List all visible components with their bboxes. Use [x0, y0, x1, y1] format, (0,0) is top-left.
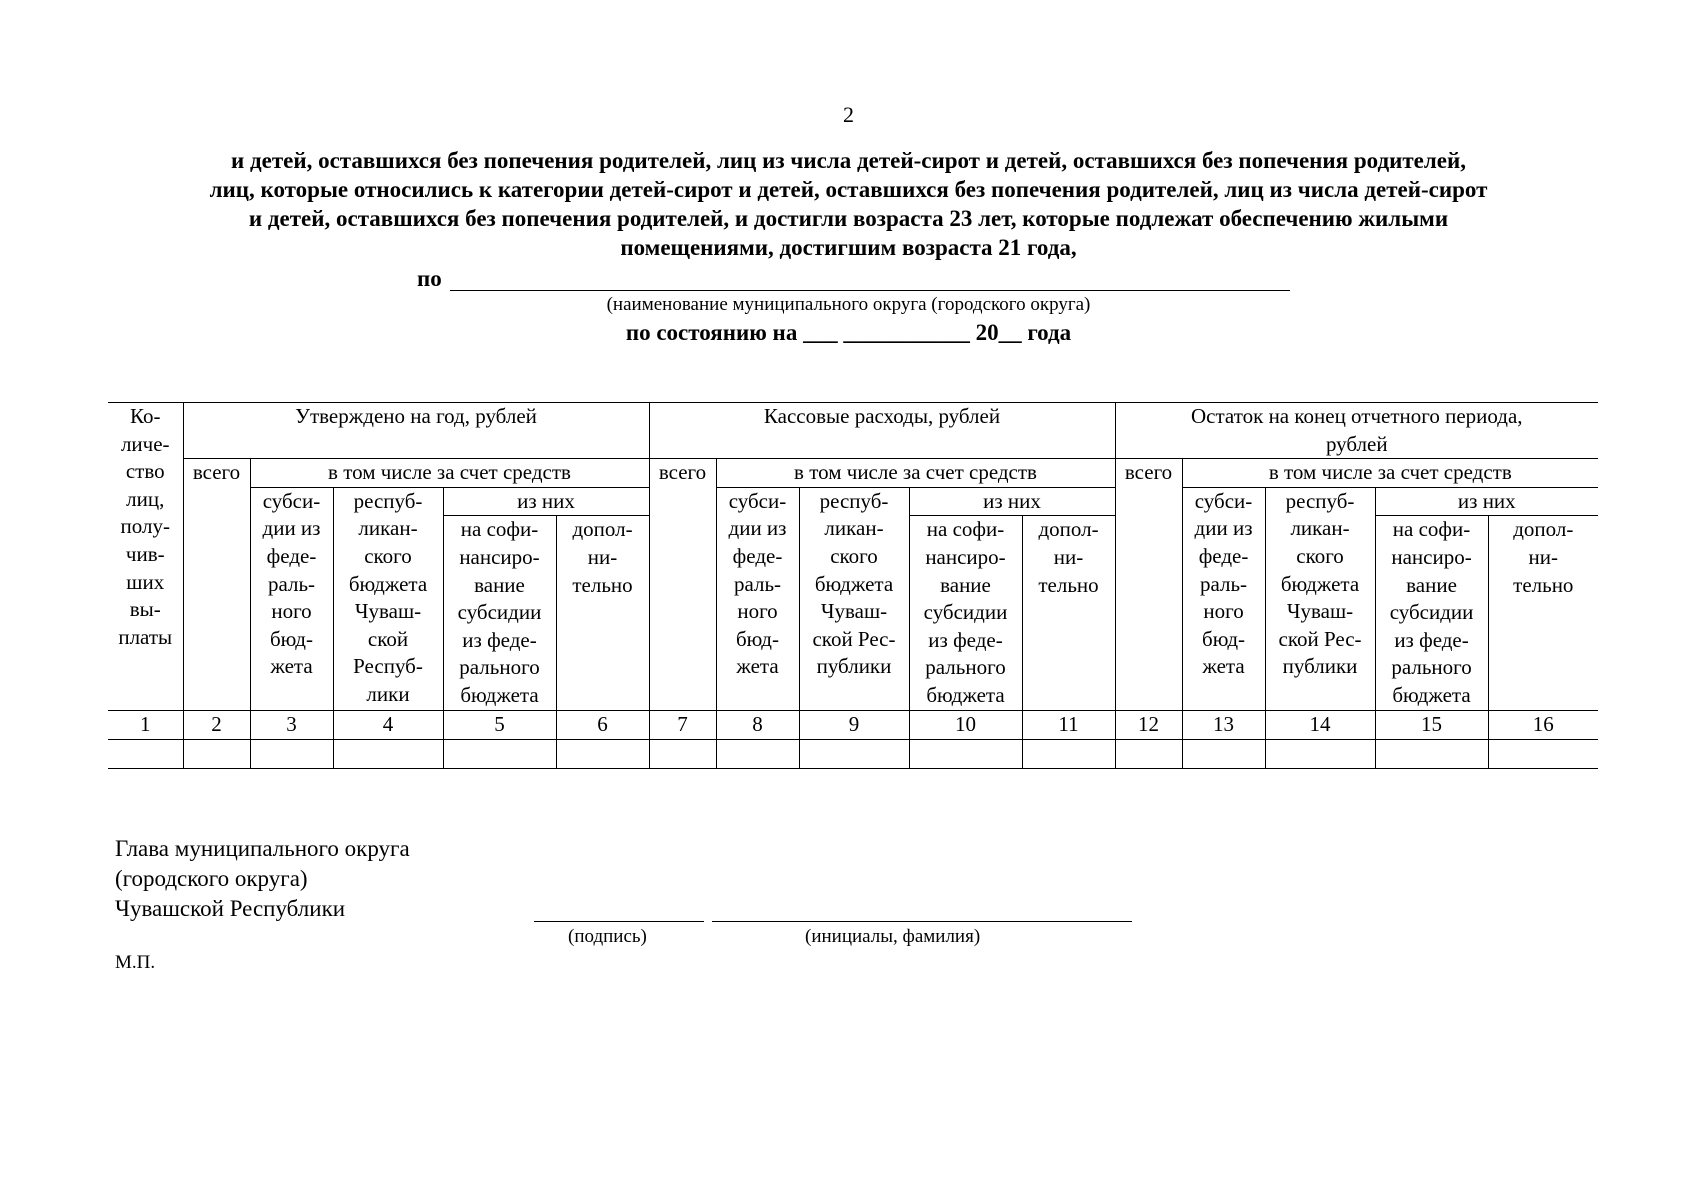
data-cell[interactable]: [1182, 739, 1265, 768]
header-balance: Остаток на конец отчетного периода, рублей: [1115, 403, 1598, 459]
data-cell[interactable]: [1375, 739, 1488, 768]
column-number: 5: [443, 710, 556, 739]
heading-line: и детей, оставшихся без попечения родителей, лиц из числа детей-сирот и детей, оставшихся без попечения родителей,: [230, 148, 1467, 173]
heading-line: помещениями, достигшим возраста 21 года,: [620, 235, 1077, 260]
stamp-label: М.П.: [115, 952, 156, 973]
data-cell[interactable]: [909, 739, 1022, 768]
report-table: [108, 402, 1598, 769]
data-cell[interactable]: [333, 739, 443, 768]
page-number: 2: [843, 102, 854, 127]
column-number: 3: [250, 710, 333, 739]
column-number: 14: [1265, 710, 1375, 739]
column-number: 12: [1115, 710, 1182, 739]
header-cash-expenses: Кассовые расходы, рублей: [649, 403, 1115, 459]
data-cell[interactable]: [799, 739, 909, 768]
municipality-caption: (наименование муниципального округа (городского округа): [606, 294, 1091, 315]
data-cell[interactable]: [1115, 739, 1182, 768]
as-of-date: по состоянию на ___ ___________ 20__ года: [625, 320, 1072, 345]
data-cell[interactable]: [556, 739, 649, 768]
header-cofinancing: на софи- нансиро- вание субсидии из феде- рального бюджета: [443, 516, 556, 710]
header-cofinancing: на софи- нансиро- вание субсидии из феде- рального бюджета: [909, 516, 1022, 710]
header-republic-budget: респуб- ликан- ского бюджета Чуваш- ской Рес- публики: [799, 487, 909, 710]
header-including: в том числе за счет средств: [250, 459, 649, 488]
signatory-line: Чувашской Республики: [115, 896, 346, 921]
header-republic-budget: респуб- ликан- ского бюджета Чуваш- ской Рес- публики: [1265, 487, 1375, 710]
data-cell[interactable]: [716, 739, 799, 768]
column-number: 4: [333, 710, 443, 739]
data-cell[interactable]: [443, 739, 556, 768]
column-number: 10: [909, 710, 1022, 739]
header-total: всего: [649, 459, 716, 710]
header-of-which: из них: [1375, 487, 1598, 516]
data-cell[interactable]: [1265, 739, 1375, 768]
column-number: 13: [1182, 710, 1265, 739]
heading-line: и детей, оставшихся без попечения родителей, и достигли возраста 23 лет, которые подлежат обеспечению жилыми: [248, 206, 1449, 231]
header-of-which: из них: [443, 487, 649, 516]
signature-field[interactable]: [534, 921, 704, 922]
data-cell[interactable]: [1022, 739, 1115, 768]
header-including: в том числе за счет средств: [1182, 459, 1598, 488]
header-federal-subsidies: субси- дии из феде- раль- ного бюд- жета: [1182, 487, 1265, 710]
column-number: 1: [108, 710, 183, 739]
header-additional: допол- ни- тельно: [1488, 516, 1598, 710]
column-number: 16: [1488, 710, 1598, 739]
header-additional: допол- ни- тельно: [1022, 516, 1115, 710]
heading-line: лиц, которые относились к категории детей-сирот и детей, оставшихся без попечения родителей, лиц из числа детей-сирот: [209, 177, 1488, 202]
data-row: [108, 739, 1598, 768]
column-number: 8: [716, 710, 799, 739]
signature-caption: (подпись): [568, 926, 647, 947]
data-cell[interactable]: [250, 739, 333, 768]
signatory-line: Глава муниципального округа: [115, 836, 410, 861]
column-number: 9: [799, 710, 909, 739]
header-recipients-count: Ко- личе- ство лиц, полу- чив- ших вы- платы: [108, 403, 183, 711]
signatory-title: [115, 834, 410, 924]
name-field[interactable]: [712, 921, 1132, 922]
data-cell[interactable]: [183, 739, 250, 768]
header-of-which: из них: [909, 487, 1115, 516]
header-federal-subsidies: субси- дии из феде- раль- ного бюд- жета: [250, 487, 333, 710]
column-numbers-row: [108, 710, 1598, 739]
document-heading: [110, 146, 1587, 262]
municipality-name-field[interactable]: [450, 290, 1290, 291]
header-total: всего: [1115, 459, 1182, 710]
column-number: 11: [1022, 710, 1115, 739]
name-caption: (инициалы, фамилия): [805, 926, 981, 947]
header-additional: допол- ни- тельно: [556, 516, 649, 710]
header-cofinancing: на софи- нансиро- вание субсидии из феде- рального бюджета: [1375, 516, 1488, 710]
column-number: 15: [1375, 710, 1488, 739]
header-federal-subsidies: субси- дии из феде- раль- ного бюд- жета: [716, 487, 799, 710]
header-including: в том числе за счет средств: [716, 459, 1115, 488]
column-number: 6: [556, 710, 649, 739]
header-approved: Утверждено на год, рублей: [183, 403, 649, 459]
data-cell[interactable]: [1488, 739, 1598, 768]
header-republic-budget: респуб- ликан- ского бюджета Чуваш- ской Респуб- лики: [333, 487, 443, 710]
po-label: по: [417, 266, 442, 291]
header-total: всего: [183, 459, 250, 710]
signatory-line: (городского округа): [115, 866, 308, 891]
column-number: 7: [649, 710, 716, 739]
data-cell[interactable]: [108, 739, 183, 768]
column-number: 2: [183, 710, 250, 739]
data-cell[interactable]: [649, 739, 716, 768]
